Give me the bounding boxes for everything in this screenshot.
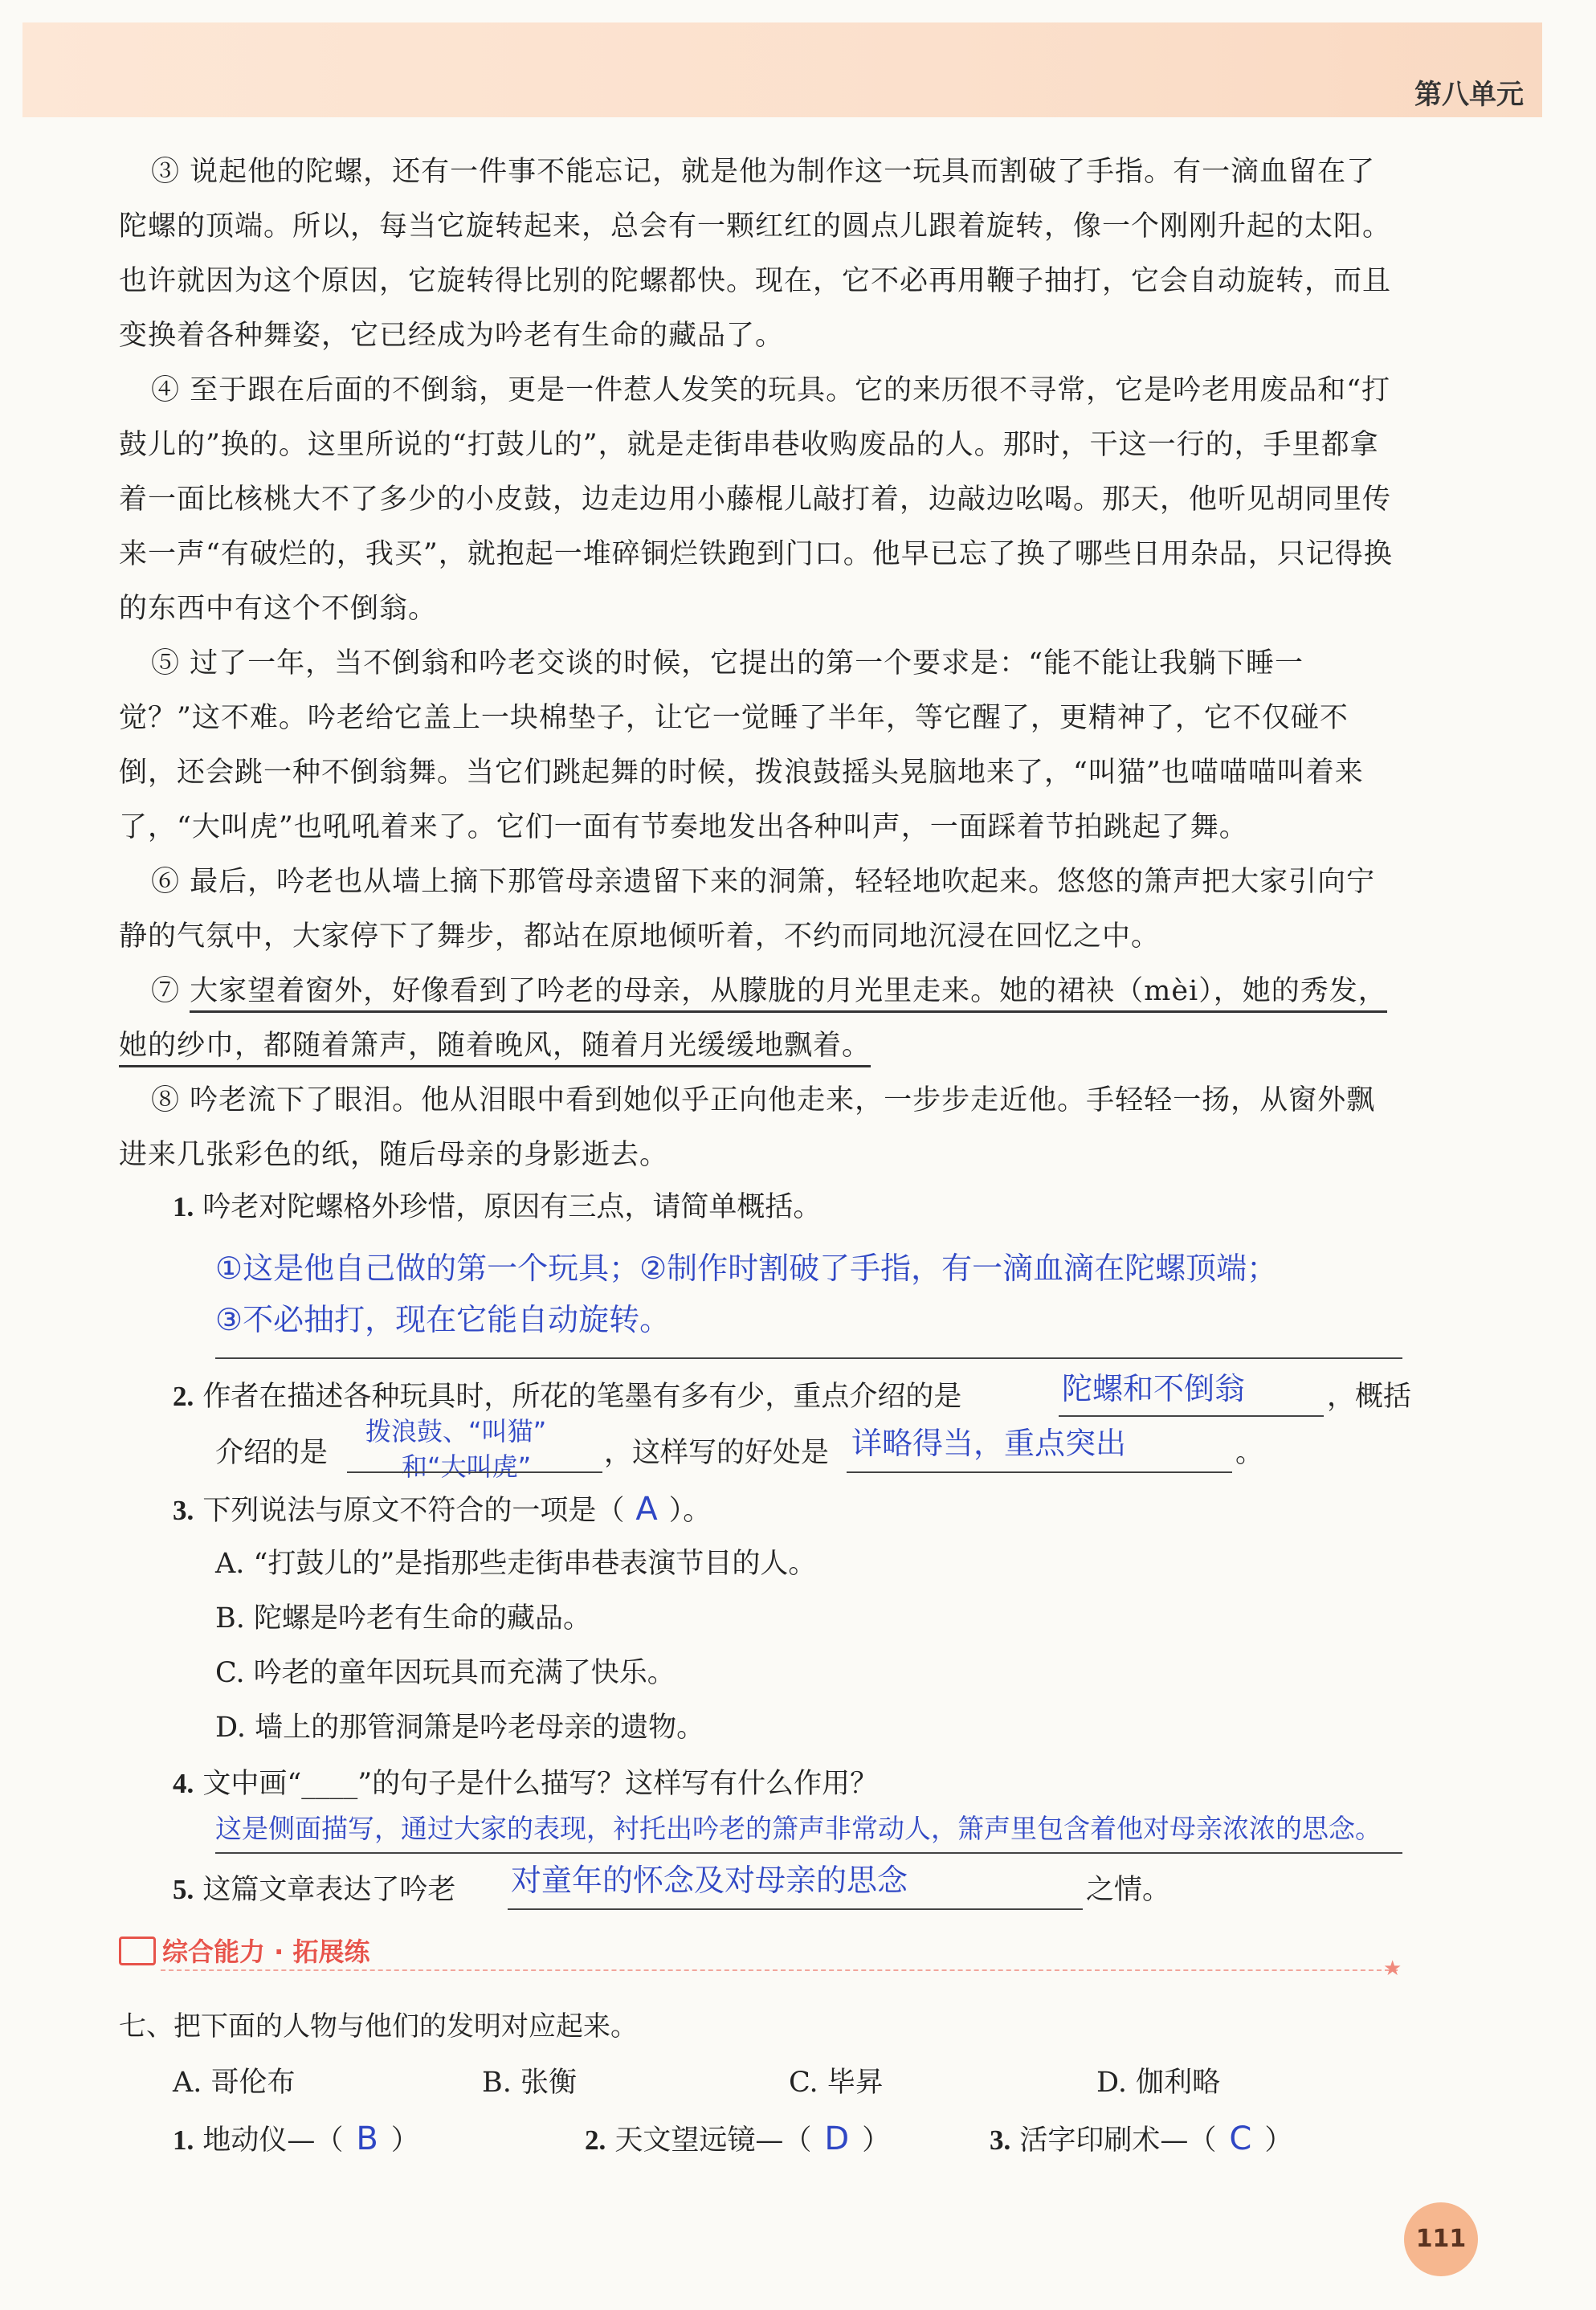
question-5-text-b: 之情。 [1086,1874,1171,1906]
q3-option-c: C. 吟老的童年因玩具而充满了快乐。 [215,1657,676,1689]
section-divider [161,1969,1398,1971]
q2-answer-benefit: 详略得当，重点突出 [851,1426,1127,1461]
underlined-sentence: 大家望着窗外，好像看到了吟老的母亲，从朦胧的月光里走来。她的裙袂（mèi），她的秀发，她的纱巾，都随着箫声，随着晚风，随着月光缓缓地飘着。 [119,975,1387,1067]
q2-answer-brief-1: 拨浪鼓、“叫猫” [365,1416,547,1447]
match-item-2-label: 天文望远镜—（ [614,2124,812,2157]
match-item-3-answer: C [1229,2120,1252,2157]
question-5 [173,1870,455,1910]
q2-answer-brief-2: 和“大叫虎” [402,1451,532,1482]
paragraph-6: ⑥ 最后，吟老也从墙上摘下那管母亲遗留下来的洞箫，轻轻地吹起来。悠悠的箫声把大家引向宁静的气氛中，大家停下了舞步，都站在原地倾听着，不约而同地沉浸在回忆之中。 [119,866,1376,953]
match-item-3-close: ） [1264,2124,1293,2157]
match-item-1-answer: B [356,2120,378,2157]
match-item-1-label: 地动仪—（ [202,2124,344,2157]
question-5-text-a: 这篇文章表达了吟老 [202,1874,456,1906]
match-item-2-close: ） [862,2124,891,2157]
match-item-3-number: 3. [990,2124,1011,2156]
match-item-2 [585,2119,890,2161]
question-3-text-b: ）。 [668,1495,712,1527]
question-2-text-d: ，这样写的好处是 [604,1437,830,1469]
q3-option-b: B. 陀螺是吟老有生命的藏品。 [215,1602,591,1635]
paragraph-7-number: ⑦ [151,975,190,1007]
question-4-text: 文中画“____”的句子是什么描写？这样写有什么作用？ [202,1768,879,1800]
q3-option-a: A. “打鼓儿的”是指那些走街串巷表演节目的人。 [215,1548,817,1580]
question-2-text-b: ，概括 [1327,1381,1412,1413]
star-icon: ★ [1383,1957,1402,1981]
question-2 [173,1377,961,1417]
match-item-2-number: 2. [585,2124,606,2156]
question-1-text: 吟老对陀螺格外珍惜，原因有三点，请简单概括。 [202,1191,822,1223]
paragraph-3: ③ 说起他的陀螺，还有一件事不能忘记，就是他为制作这一玩具而割破了手指。有一滴血留在了陀螺的顶端。所以，每当它旋转起来，总会有一颗红红的圆点儿跟着旋转，像一个刚刚升起的太阳。也许就因为这个原因，它旋转得比别的陀螺都快。现在，它不必再用鞭子抽打，它会自动旋转，而且变换着各种舞姿，它已经成为吟老有生命的藏品了。 [119,156,1392,352]
question-5-number: 5. [173,1874,194,1905]
match-item-3-label: 活字印刷术—（ [1019,2124,1217,2157]
person-a: A. 哥伦布 [173,2067,296,2099]
q3-option-d: D. 墙上的那管洞箫是吟老母亲的遗物。 [215,1712,705,1744]
q4-answer: 这是侧面描写，通过大家的表现，衬托出吟老的箫声非常动人，箫声里包含着他对母亲浓浓的思念。 [215,1813,1382,1844]
q4-answer-underline [215,1852,1402,1854]
match-item-3 [990,2119,1292,2161]
person-b: B. 张衡 [482,2067,577,2099]
paragraph-8: ⑧ 吟老流下了眼泪。他从泪眼中看到她似乎正向他走来，一步步走近他。手轻轻一扬，从窗外飘进来几张彩色的纸，随后母亲的身影逝去。 [119,1084,1376,1171]
match-item-2-answer: D [824,2120,850,2157]
question-3 [173,1489,711,1531]
paragraph-7 [119,964,1402,1073]
q1-answer-underline [215,1357,1402,1359]
section-heading [119,1932,369,1969]
person-c: C. 毕昇 [789,2067,884,2099]
page-number: 111 [1404,2202,1478,2276]
question-3-number: 3. [173,1495,194,1526]
question-1 [173,1187,821,1227]
q5-blank [508,1908,1083,1910]
q3-answer: A [635,1491,658,1528]
q2-blank-1 [1059,1415,1324,1417]
question-2-text-a: 作者在描述各种玩具时，所花的笔墨有多有少，重点介绍的是 [202,1381,962,1413]
unit-title: 第八单元 [1414,79,1524,111]
paragraph-5: ⑤ 过了一年，当不倒翁和吟老交谈的时候，它提出的第一个要求是：“能不能让我躺下睡一觉？”这不难。吟老给它盖上一块棉垫子，让它一觉睡了半年，等它醒了，更精神了，它不仅碰不倒，还会跳一种不倒翁舞。当它们跳起舞的时候，拨浪鼓摇头晃脑地来了，“叫猫”也喵喵喵叫着来了，“大叫虎”也吼吼着来了。它们一面有节奏地发出各种叫声，一面踩着节拍跳起了舞。 [119,647,1364,843]
question-2-text-c: 介绍的是 [215,1437,329,1469]
q2-answer-focus: 陀螺和不倒翁 [1062,1371,1246,1406]
q2-blank-3 [847,1471,1232,1473]
header-band [22,22,1542,117]
match-item-1-number: 1. [173,2124,194,2156]
person-d: D. 伽利略 [1096,2067,1221,2099]
paragraph-4: ④ 至于跟在后面的不倒翁，更是一件惹人发笑的玩具。它的来历很不寻常，它是吟老用废品和“打鼓儿的”换的。这里所说的“打鼓儿的”，就是走街串巷收购废品的人。那时，干这一行的，手里都拿着一面比核桃大不了多少的小皮鼓，边走边用小藤棍儿敲打着，边敲边吆喝。那天，他听见胡同里传来一声“有破烂的，我买”，就抱起一堆碎铜烂铁跑到门口。他早已忘了换了哪些日用杂品，只记得换的东西中有这个不倒翁。 [119,374,1393,625]
q5-answer: 对童年的怀念及对母亲的思念 [511,1863,908,1898]
match-item-1-close: ） [390,2124,419,2157]
match-item-1 [173,2119,419,2161]
section-title: 综合能力 · 拓展练 [162,1937,370,1967]
question-4-number: 4. [173,1768,194,1799]
question-7-title: 七、把下面的人物与他们的发明对应起来。 [119,2010,638,2043]
question-4 [173,1764,878,1804]
q2-blank-2 [347,1471,602,1473]
question-1-number: 1. [173,1191,194,1222]
book-icon [119,1937,156,1965]
q1-answer-line-1: ①这是他自己做的第一个玩具；②制作时割破了手指，有一滴血滴在陀螺顶端； [215,1251,1278,1286]
question-3-text-a: 下列说法与原文不符合的一项是（ [202,1495,625,1527]
question-2-number: 2. [173,1381,194,1412]
question-2-text-e: 。 [1235,1437,1264,1469]
q1-answer-line-2: ③不必抽打，现在它能自动旋转。 [215,1302,671,1337]
